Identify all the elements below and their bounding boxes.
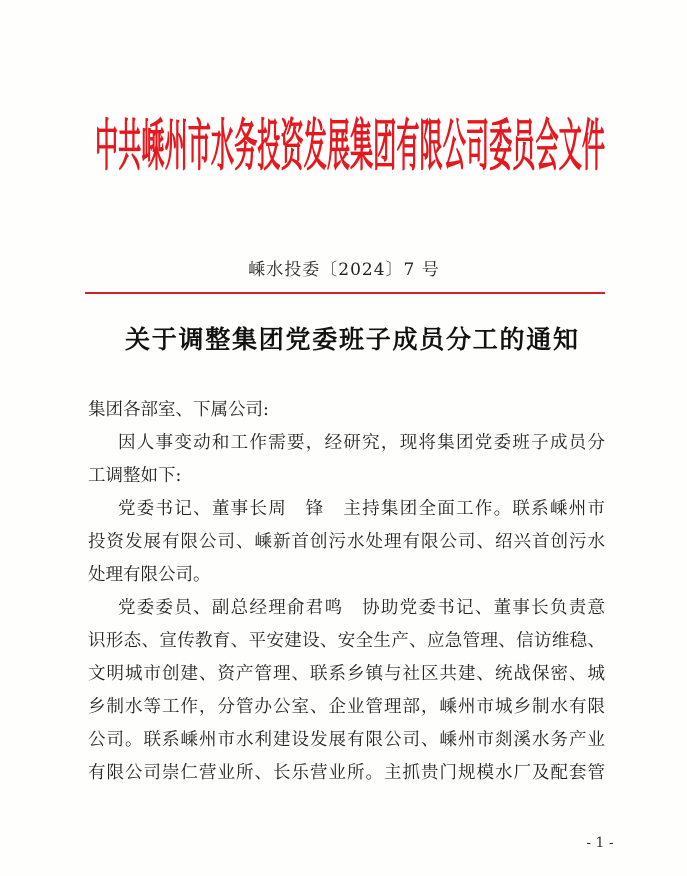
- notice-title: 关于调整集团党委班子成员分工的通知: [125, 325, 578, 354]
- red-header-container: [95, 114, 605, 178]
- body-line: 工调整如下:: [88, 466, 182, 486]
- body-line: 因人事变动和工作需要，经研究，现将集团党委班子成员分: [118, 433, 605, 453]
- page-number: - 1 -: [586, 835, 614, 851]
- body-line: 公司。联系嵊州市水利建设发展有限公司、嵊州市剡溪水务产业: [88, 730, 605, 750]
- red-divider-line: [85, 292, 605, 294]
- body-line: 有限公司崇仁营业所、长乐营业所。主抓贵门规模水厂及配套管: [88, 763, 605, 783]
- body-line: 文明城市创建、资产管理、联系乡镇与社区共建、统战保密、城: [88, 664, 605, 684]
- document-number: 嵊水投委〔2024〕7 号: [248, 260, 440, 280]
- body-line: 党委书记、董事长周 锋 主持集团全面工作。联系嵊州市: [118, 499, 605, 519]
- red-header-title: 中共嵊州市水务投资发展集团有限公司委员会文件: [95, 114, 605, 178]
- notice-body: [88, 394, 605, 790]
- salutation: 集团各部室、下属公司:: [88, 400, 269, 420]
- body-line: 党委委员、副总经理俞君鸣 协助党委书记、董事长负责意: [118, 598, 605, 618]
- body-line: 识形态、宣传教育、平安建设、安全生产、应急管理、信访维稳、: [88, 631, 605, 651]
- body-line: 处理有限公司。: [88, 565, 211, 585]
- body-line: 投资发展有限公司、嵊新首创污水处理有限公司、绍兴首创污水: [88, 532, 605, 552]
- body-line: 乡制水等工作，分管办公室、企业管理部，嵊州市城乡制水有限: [88, 697, 605, 717]
